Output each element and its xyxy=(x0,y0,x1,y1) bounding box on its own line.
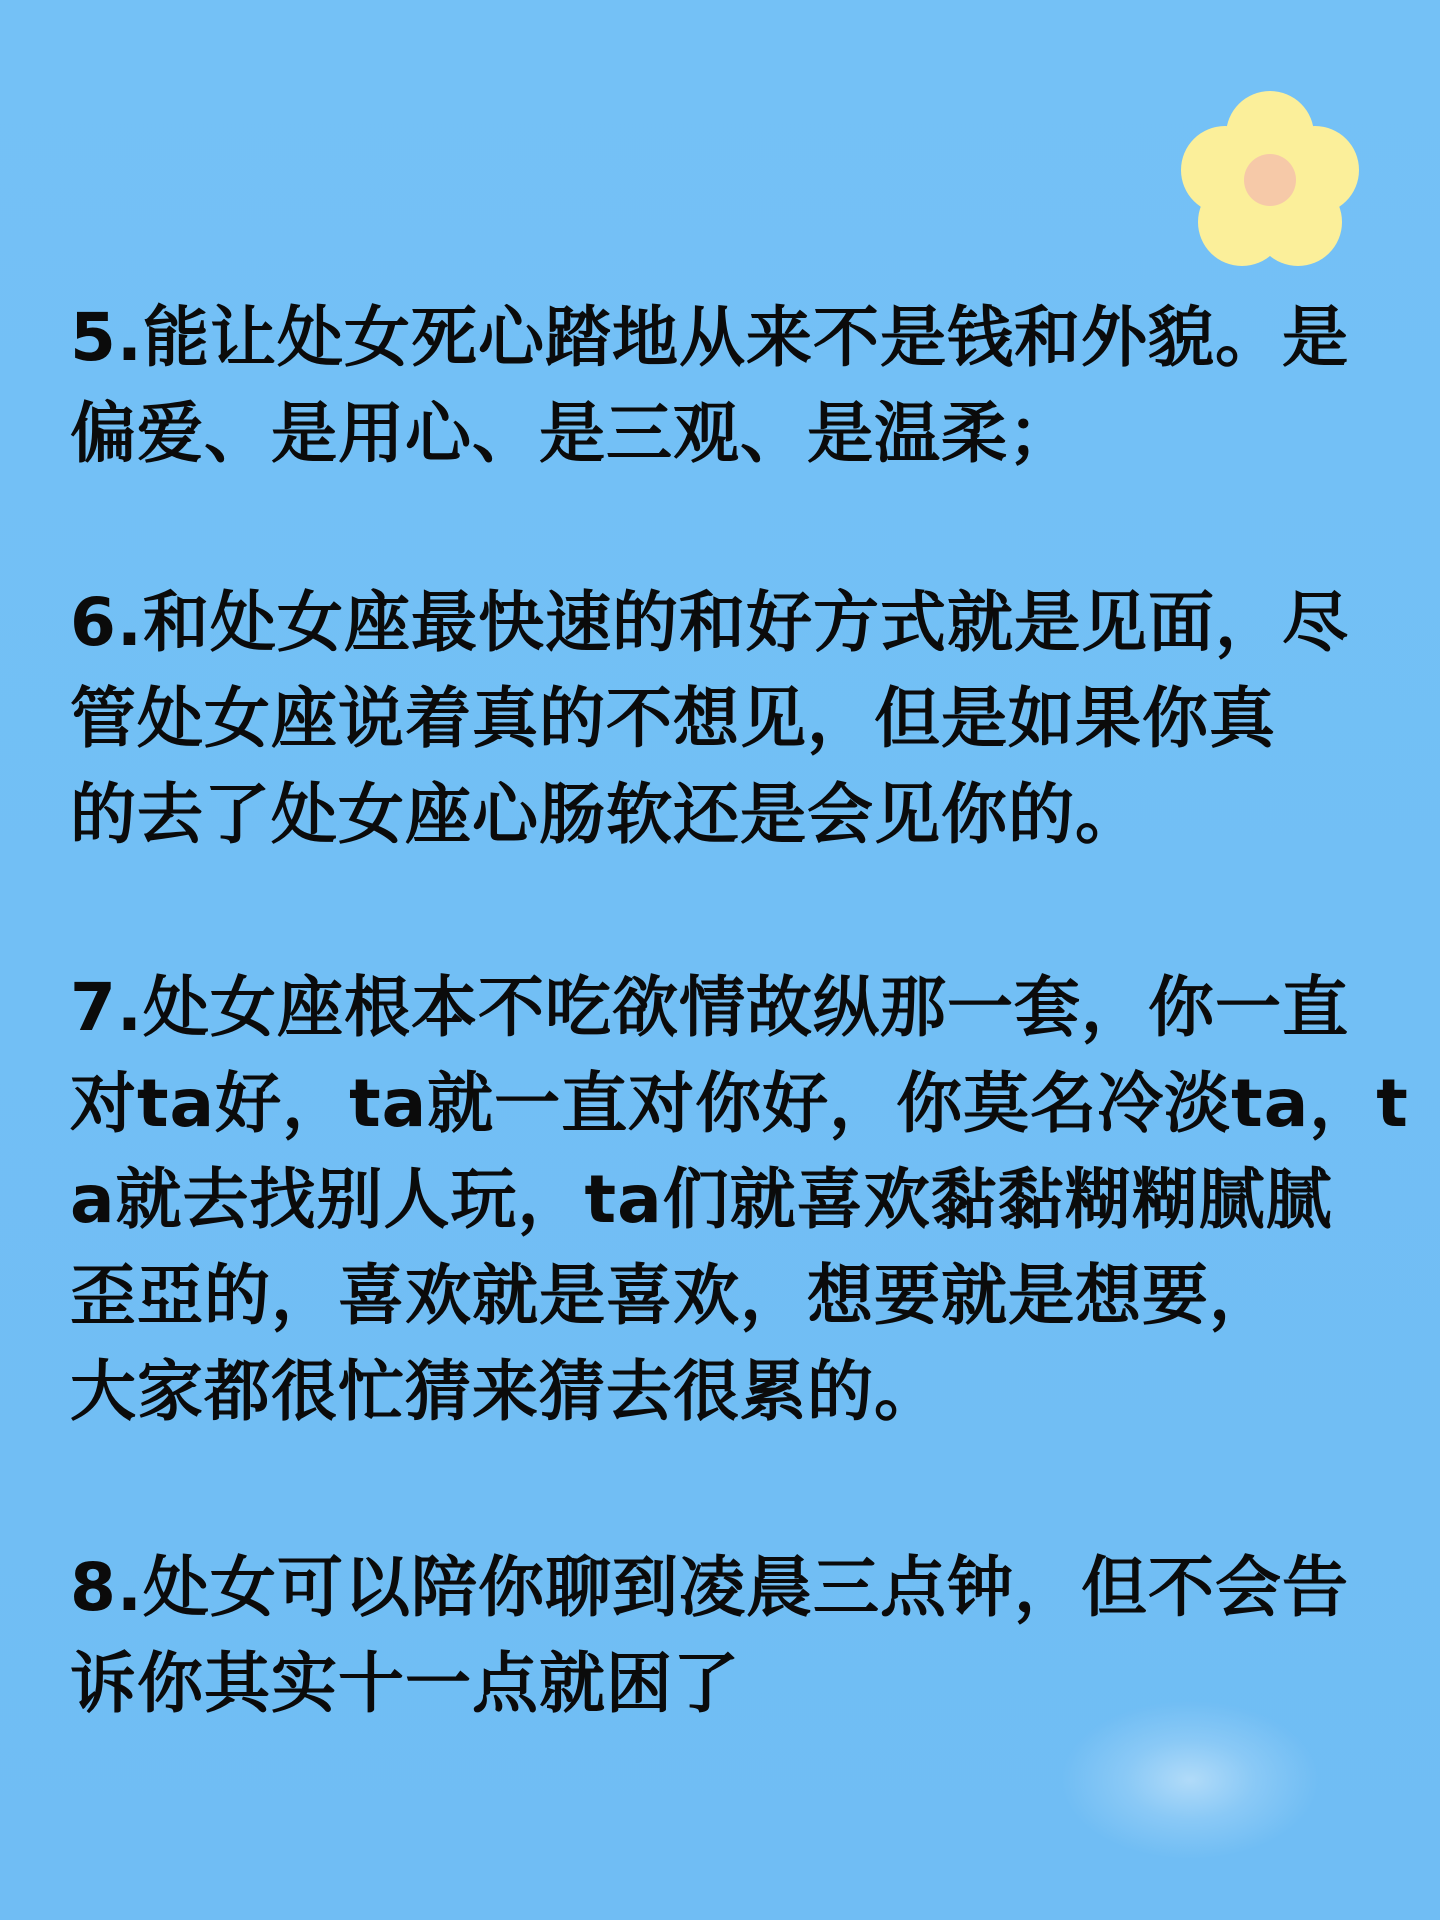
paragraph-7 xyxy=(70,960,1409,1440)
paragraph-6-line-3: 的去了处女座心肠软还是会见你的。 xyxy=(70,776,1142,853)
paragraph-7-line-5: 大家都很忙猜来猜去很累的。 xyxy=(70,1353,941,1430)
paragraph-7-line-4: 歪亞的，喜欢就是喜欢，想要就是想要， xyxy=(70,1257,1276,1334)
paragraph-8-line-2: 诉你其实十一点就困了 xyxy=(70,1645,740,1722)
paragraph-7-line-2: 对ta好，ta就一直对你好，你莫名冷淡ta，t xyxy=(70,1065,1409,1142)
paragraph-5-line-2: 偏爱、是用心、是三观、是温柔； xyxy=(70,395,1075,472)
paragraph-6-line-1: 6.和处女座最快速的和好方式就是见面，尽 xyxy=(70,584,1349,661)
paragraph-6 xyxy=(70,575,1349,863)
paragraph-5-line-1: 5.能让处女死心踏地从来不是钱和外貌。是 xyxy=(70,299,1349,376)
paragraph-8 xyxy=(70,1540,1349,1732)
flower-icon xyxy=(1180,90,1360,270)
paragraph-7-line-3: a就去找别人玩，ta们就喜欢黏黏糊糊腻腻 xyxy=(70,1161,1333,1238)
paragraph-5 xyxy=(70,290,1349,482)
paragraph-6-line-2: 管处女座说着真的不想见，但是如果你真 xyxy=(70,680,1276,757)
paragraph-8-line-1: 8.处女可以陪你聊到凌晨三点钟，但不会告 xyxy=(70,1549,1349,1626)
paragraph-7-line-1: 7.处女座根本不吃欲情故纵那一套，你一直 xyxy=(70,969,1349,1046)
